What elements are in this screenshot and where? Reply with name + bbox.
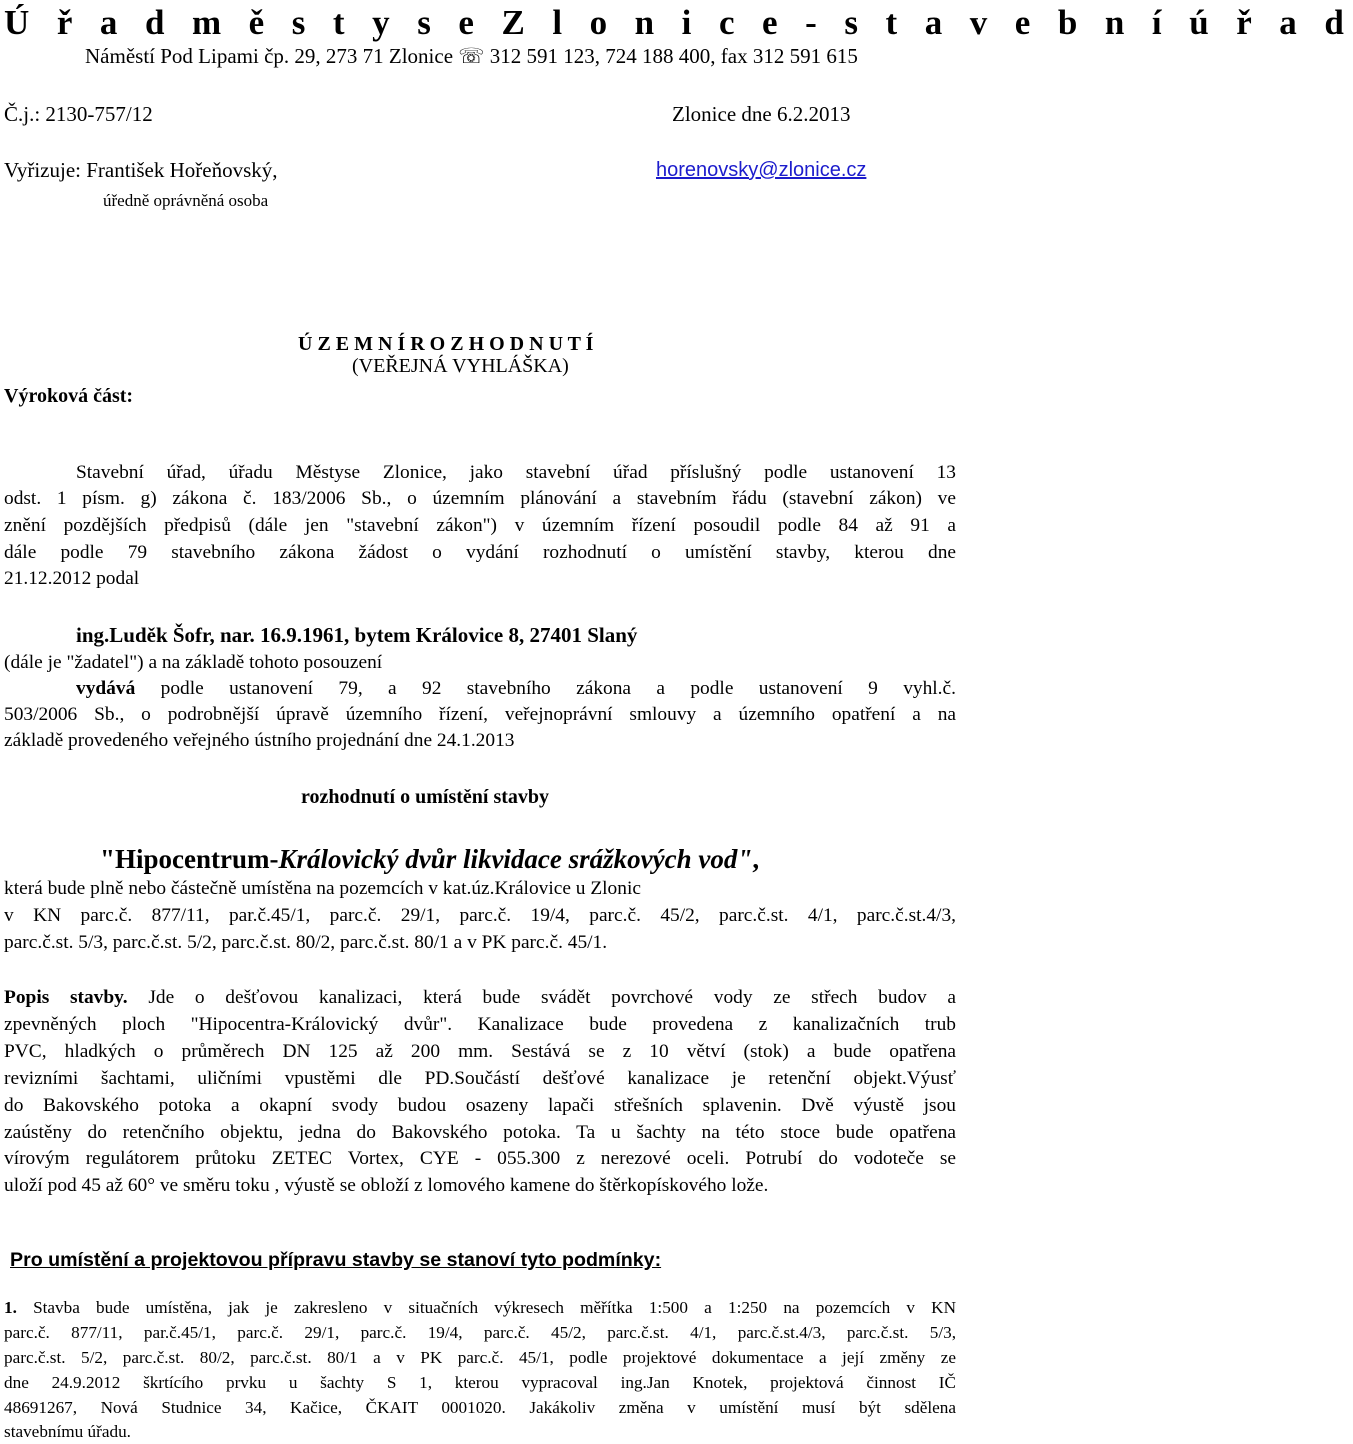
description-line-3: PVC, hladkých o průměrech DN 125 až 200 mm. Sestává se z 10 větví (stok) a bude opatřena xyxy=(4,1041,956,1062)
description-line-6: zaústěny do retenčního objektu, jedna do Bakovského potoka. Ta u šachty na této stoce bude opatřena xyxy=(4,1122,956,1143)
applicant-line-5: základě provedeného veřejného ústního projednání dne 24.1.2013 xyxy=(4,730,515,751)
handler-email-link[interactable]: horenovsky@zlonice.cz xyxy=(656,159,867,181)
intro-line-2: odst. 1 písm. g) zákona č. 183/2006 Sb., o územním plánování a stavebním řádu (stavební zákon) ve xyxy=(4,488,956,509)
condition-1-line-5: 48691267, Nová Studnice 34, Kačice, ČKAIT 0001020. Jakákoliv změna v umístění musí být sdělena xyxy=(4,1398,956,1417)
intro-line-5: 21.12.2012 podal xyxy=(4,568,140,589)
project-name: "Hipocentrum-Královický dvůr likvidace srážkových vod", xyxy=(100,844,760,874)
intro-line-4: dále podle 79 stavebního zákona žádost o vydání rozhodnutí o umístění stavby, kterou dne xyxy=(4,542,956,563)
condition-1-line-4: dne 24.9.2012 škrtícího prvku u šachty S 1, kterou vypracoval ing.Jan Knotek, projektová činnost IČ xyxy=(4,1373,956,1392)
handler-name: Vyřizuje: František Hořeňovský, xyxy=(4,158,278,182)
description-line-4: revizními šachtami, uličními vpustěmi dle PD.Součástí dešťové kanalizace je retenční objekt.Výusť xyxy=(4,1068,956,1089)
applicant-line-2: (dále je "žadatel") a na základě tohoto posouzení xyxy=(4,652,383,673)
applicant-line-4: 503/2006 Sb., o podrobnější úpravě územního řízení, veřejnoprávní smlouvy a územního opatření a na xyxy=(4,704,956,725)
description-line-7: vírovým regulátorem průtoku ZETEC Vortex, CYE - 055.300 z nerezové oceli. Potrubí do vodoteče se xyxy=(4,1148,956,1169)
reference-number: Č.j.: 2130-757/12 xyxy=(4,102,153,126)
decision-subtitle: (VEŘEJNÁ VYHLÁŠKA) xyxy=(352,355,569,377)
description-line-8: uloží pod 45 až 60° ve směru toku , výustě se obloží z lomového kamene do štěrkopískového lože. xyxy=(4,1175,769,1196)
condition-1-line-6: stavebnímu úřadu. xyxy=(4,1422,131,1441)
ruling-line-3: parc.č.st. 5/3, parc.č.st. 5/2, parc.č.st. 80/2, parc.č.st. 80/1 a v PK parc.č. 45/1. xyxy=(4,932,608,953)
condition-1-line-1: 1. Stavba bude umístěna, jak je zakresleno v situačních výkresech měřítka 1:500 a 1:250 na pozemcích v KN xyxy=(4,1298,956,1317)
description-line-1: Popis stavby. Jde o dešťovou kanalizaci, která bude svádět povrchové vody ze střech budov a xyxy=(4,987,956,1008)
decision-title: Ú Z E M N Í R O Z H O D N U T Í xyxy=(298,333,594,355)
handler-role: úředně oprávněná osoba xyxy=(103,191,269,210)
office-address: Náměstí Pod Lipami čp. 29, 273 71 Zlonice ☏ 312 591 123, 724 188 400, fax 312 591 615 xyxy=(85,44,858,68)
ruling-heading: rozhodnutí o umístění stavby xyxy=(301,786,550,808)
applicant-name: ing.Luděk Šofr, nar. 16.9.1961, bytem Královice 8, 27401 Slaný xyxy=(76,623,638,647)
ruling-line-1: která bude plně nebo částečně umístěna na pozemcích v kat.úz.Královice u Zlonic xyxy=(4,878,641,899)
intro-line-1: Stavební úřad, úřadu Městyse Zlonice, jako stavební úřad příslušný podle ustanovení 13 xyxy=(76,462,956,483)
description-line-5: do Bakovského potoka a okapní svody budou osazeny lapači střešních splavenin. Dvě výustě jsou xyxy=(4,1095,956,1116)
office-heading: Ú ř a d m ě s t y s e Z l o n i c e - s t a v e b n í ú ř a d xyxy=(4,3,1353,42)
phone-icon: ☏ xyxy=(458,44,485,68)
description-line-2: zpevněných ploch "Hipocentra-Královický dvůr". Kanalizace bude provedena z kanalizačních trub xyxy=(4,1014,956,1035)
applicant-line-3: vydává podle ustanovení 79, a 92 stavebního zákona a podle ustanovení 9 vyhl.č. xyxy=(76,678,956,699)
condition-1-line-3: parc.č.st. 5/2, parc.č.st. 80/2, parc.č.st. 80/1 a v PK parc.č. 45/1, podle projektové dokumentace a její změny ze xyxy=(4,1348,956,1367)
issue-date: Zlonice dne 6.2.2013 xyxy=(672,102,851,126)
ruling-line-2: v KN parc.č. 877/11, par.č.45/1, parc.č. 29/1, parc.č. 19/4, parc.č. 45/2, parc.č.st. 4/1, parc.č.st.4/3, xyxy=(4,905,956,926)
operative-section-label: Výroková část: xyxy=(4,385,134,407)
intro-line-3: znění pozdějších předpisů (dále jen "stavební zákon") v územním řízení posoudil podle 84 až 91 a xyxy=(4,515,956,536)
conditions-heading: Pro umístění a projektovou přípravu stavby se stanoví tyto podmínky: xyxy=(10,1249,662,1271)
condition-1-line-2: parc.č. 877/11, par.č.45/1, parc.č. 29/1, parc.č. 19/4, parc.č. 45/2, parc.č.st. 4/1, parc.č.st.4/3, parc.č.st. 5/3, xyxy=(4,1323,956,1342)
